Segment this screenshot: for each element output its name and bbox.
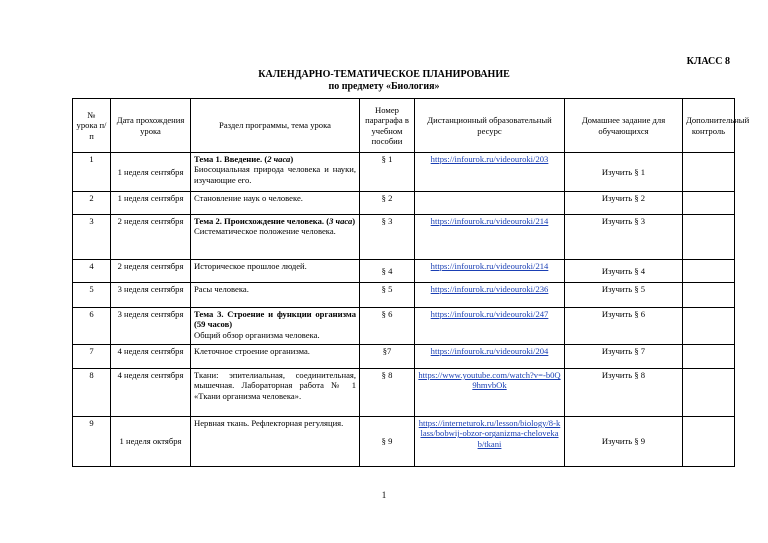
row-control <box>683 153 735 192</box>
row-topic: Нервная ткань. Рефлекторная регуляция. <box>191 417 360 467</box>
row-resource <box>415 215 565 260</box>
row-paragraph: § 9 <box>360 417 415 467</box>
table-row <box>73 417 735 467</box>
row-homework: Изучить § 6 <box>565 308 683 345</box>
table-row <box>73 283 735 308</box>
resource-link[interactable]: https://infourok.ru/videouroki/214 <box>430 261 549 271</box>
row-control <box>683 215 735 260</box>
header-topic: Раздел программы, тема урока <box>191 99 360 153</box>
row-number: 6 <box>73 308 111 345</box>
row-control <box>683 283 735 308</box>
topic-text: Биосоциальная природа человека и науки, изучающие его. <box>194 164 356 185</box>
row-resource <box>415 153 565 192</box>
header-homework: Домашнее задание для обучающихся <box>565 99 683 153</box>
topic-heading: Тема 3. Строение и функции организма (59 часов) <box>194 309 356 330</box>
row-paragraph: § 6 <box>360 308 415 345</box>
row-topic: Становление наук о человеке. <box>191 192 360 215</box>
row-homework: Изучить § 8 <box>565 369 683 417</box>
resource-link[interactable]: https://infourok.ru/videouroki/203 <box>430 154 549 164</box>
table-row <box>73 192 735 215</box>
row-topic: Историческое прошлое людей. <box>191 260 360 283</box>
document-title: КАЛЕНДАРНО-ТЕМАТИЧЕСКОЕ ПЛАНИРОВАНИЕ <box>258 69 510 80</box>
row-control <box>683 369 735 417</box>
row-homework: Изучить § 7 <box>565 345 683 369</box>
row-homework: Изучить § 5 <box>565 283 683 308</box>
row-control <box>683 192 735 215</box>
row-resource <box>415 417 565 467</box>
resource-link[interactable]: https://interneturok.ru/lesson/biology/8-klass/bobwij-obzor-organizma-chelovekab/tkani <box>418 418 561 449</box>
resource-link[interactable]: https://infourok.ru/videouroki/247 <box>430 309 549 319</box>
row-topic: Тема 1. Введение. (2 часа) Биосоциальная природа человека и науки, изучающие его. <box>191 153 360 192</box>
row-topic: Расы человека. <box>191 283 360 308</box>
row-resource <box>415 308 565 345</box>
topic-text: Систематическое положение человека. <box>194 226 336 237</box>
row-topic: Ткани: эпителиальная, соединительная, мышечная. Лабораторная работа № 1 «Ткани организма человека». <box>191 369 360 417</box>
row-resource <box>415 192 565 215</box>
resource-link[interactable]: https://infourok.ru/videouroki/236 <box>430 284 549 294</box>
topic-heading: Тема 2. Происхождение человека. <box>194 216 325 226</box>
row-resource <box>415 283 565 308</box>
row-paragraph: § 8 <box>360 369 415 417</box>
row-date: 1 неделя сентября <box>111 192 191 215</box>
row-number: 3 <box>73 215 111 260</box>
row-resource <box>415 345 565 369</box>
row-resource <box>415 260 565 283</box>
row-control <box>683 260 735 283</box>
row-homework: Изучить § 9 <box>565 417 683 467</box>
row-date: 3 неделя сентября <box>111 308 191 345</box>
table-row <box>73 369 735 417</box>
row-number: 7 <box>73 345 111 369</box>
header-num: № урока п/п <box>73 99 111 153</box>
header-row <box>73 99 735 153</box>
row-date: 4 неделя сентября <box>111 345 191 369</box>
table-row <box>73 345 735 369</box>
row-paragraph: § 1 <box>360 153 415 192</box>
topic-hours: 2 часа <box>267 154 291 164</box>
class-label: КЛАСС 8 <box>686 56 730 67</box>
resource-link[interactable]: https://infourok.ru/videouroki/214 <box>430 216 549 226</box>
row-resource <box>415 369 565 417</box>
row-number: 9 <box>73 417 111 467</box>
header-date: Дата прохождения урока <box>111 99 191 153</box>
topic-text: Общий обзор организма человека. <box>194 329 320 340</box>
row-paragraph: § 5 <box>360 283 415 308</box>
row-control <box>683 345 735 369</box>
topic-heading: Тема 1. Введение. <box>194 154 263 164</box>
document-subtitle: по предмету «Биология» <box>328 81 440 92</box>
row-homework: Изучить § 4 <box>565 260 683 283</box>
row-paragraph: § 2 <box>360 192 415 215</box>
row-date: 1 неделя сентября <box>111 153 191 192</box>
row-number: 1 <box>73 153 111 192</box>
row-number: 8 <box>73 369 111 417</box>
row-paragraph: §7 <box>360 345 415 369</box>
table-row <box>73 308 735 345</box>
row-topic <box>191 308 360 345</box>
header-control: Дополнительный контроль <box>683 99 735 153</box>
table-row <box>73 215 735 260</box>
page-number: 1 <box>381 490 387 500</box>
row-number: 5 <box>73 283 111 308</box>
row-paragraph: § 4 <box>360 260 415 283</box>
resource-link[interactable]: https://www.youtube.com/watch?v=-b0Q9hmvbOk <box>418 370 561 391</box>
row-number: 2 <box>73 192 111 215</box>
row-date: 4 неделя сентября <box>111 369 191 417</box>
table-row <box>73 153 735 192</box>
header-resource: Дистанционный образовательный ресурс <box>415 99 565 153</box>
row-control <box>683 308 735 345</box>
topic-hours: 3 часа <box>329 216 353 226</box>
row-date: 2 неделя сентября <box>111 260 191 283</box>
row-homework: Изучить § 3 <box>565 215 683 260</box>
row-control <box>683 417 735 467</box>
row-homework: Изучить § 2 <box>565 192 683 215</box>
row-number: 4 <box>73 260 111 283</box>
row-topic: Тема 2. Происхождение человека. (3 часа) Систематическое положение человека. <box>191 215 360 260</box>
row-topic: Клеточное строение организма. <box>191 345 360 369</box>
row-homework: Изучить § 1 <box>565 153 683 192</box>
row-date: 2 неделя сентября <box>111 215 191 260</box>
planning-table <box>72 98 750 467</box>
resource-link[interactable]: https://infourok.ru/videouroki/204 <box>430 346 549 356</box>
row-date: 3 неделя сентября <box>111 283 191 308</box>
row-paragraph: § 3 <box>360 215 415 260</box>
header-paragraph: Номер параграфа в учебном пособии <box>360 99 415 153</box>
table-row <box>73 260 735 283</box>
row-date: 1 неделя октября <box>111 417 191 467</box>
